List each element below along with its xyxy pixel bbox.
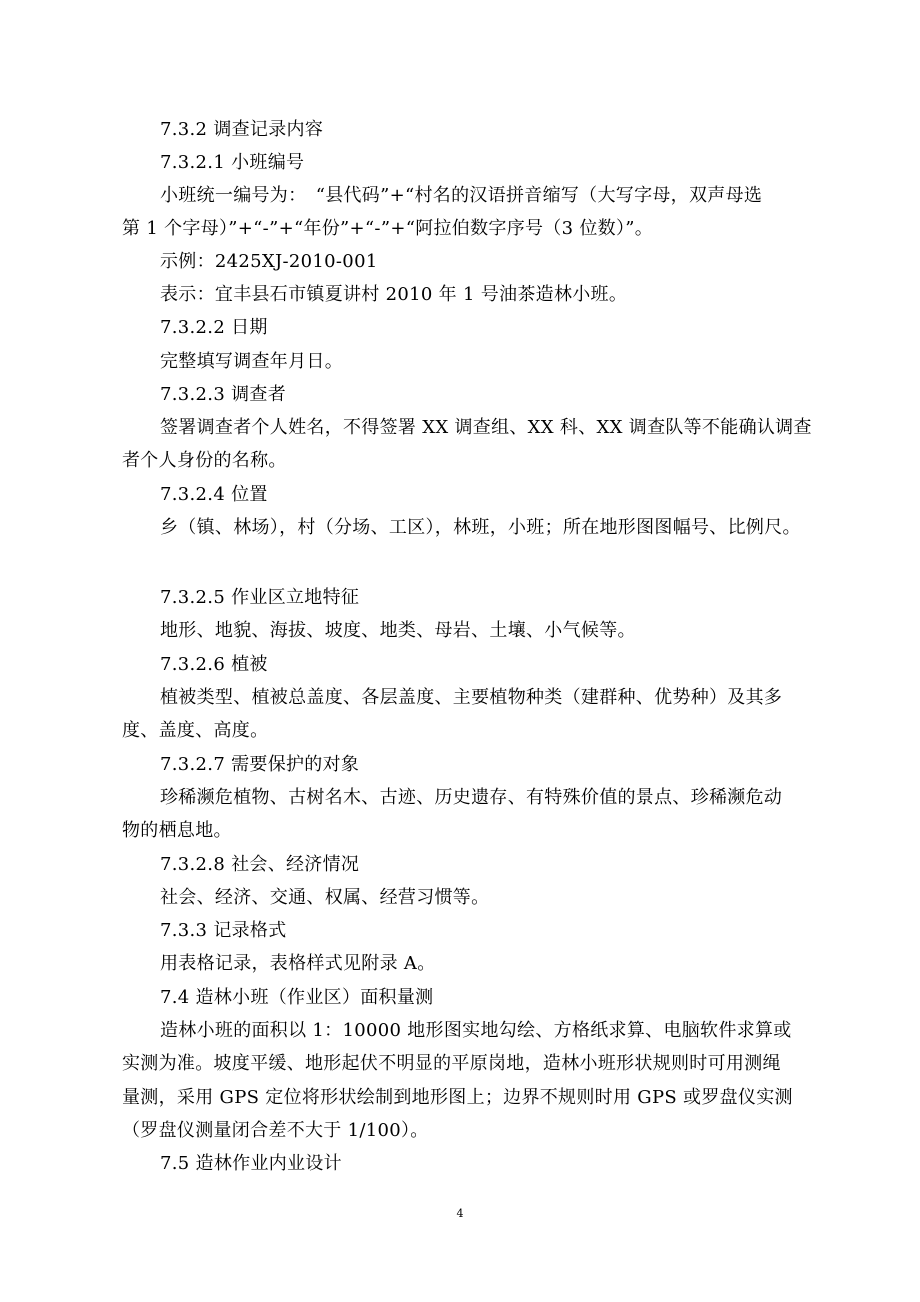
paragraph-line: 地形、地貌、海拔、坡度、地类、母岩、土壤、小气候等。 (160, 620, 636, 641)
heading-7-3-2-7: 7.3.2.7 需要保护的对象 (160, 754, 360, 775)
heading-7-3-2-3: 7.3.2.3 调查者 (160, 384, 286, 405)
paragraph-line: 物的栖息地。 (122, 820, 232, 841)
paragraph-line: 完整填写调查年月日。 (160, 351, 343, 372)
paragraph-line: 度、盖度、高度。 (122, 720, 269, 741)
paragraph-line: 造林小班的面积以 1：10000 地形图实地勾绘、方格纸求算、电脑软件求算或 (160, 1020, 792, 1041)
paragraph-line: 植被类型、植被总盖度、各层盖度、主要植物种类（建群种、优势种）及其多 (160, 687, 783, 708)
heading-7-4: 7.4 造林小班（作业区）面积量测 (160, 987, 434, 1008)
heading-7-3-3: 7.3.3 记录格式 (160, 920, 287, 941)
page-number: 4 (456, 1207, 464, 1220)
paragraph-line: 用表格记录，表格样式见附录 A。 (160, 953, 436, 974)
paragraph-line: 乡（镇、林场），村（分场、工区），林班，小班；所在地形图图幅号、比例尺。 (160, 517, 801, 538)
heading-7-5: 7.5 造林作业内业设计 (160, 1153, 342, 1174)
paragraph-line: 珍稀濒危植物、古树名木、古迹、历史遗存、有特殊价值的景点、珍稀濒危动 (160, 787, 783, 808)
heading-7-3-2-6: 7.3.2.6 植被 (160, 654, 268, 675)
paragraph-line: 第 1 个字母）”+“-”+“年份”+“-”+“阿拉伯数字序号（3 位数）”。 (122, 218, 654, 239)
paragraph-line: 社会、经济、交通、权属、经营习惯等。 (160, 887, 490, 908)
paragraph-line: 实测为准。坡度平缓、地形起伏不明显的平原岗地，造林小班形状规则时可用测绳 (122, 1053, 781, 1074)
paragraph-line: 表示：宜丰县石市镇夏讲村 2010 年 1 号油茶造林小班。 (160, 284, 628, 305)
paragraph-line: 小班统一编号为： “县代码”+“村名的汉语拼音缩写（大写字母，双声母选 (160, 185, 763, 206)
heading-7-3-2-5: 7.3.2.5 作业区立地特征 (160, 587, 360, 608)
heading-7-3-2: 7.3.2 调查记录内容 (160, 119, 324, 140)
paragraph-line: 者个人身份的名称。 (122, 450, 287, 471)
heading-7-3-2-1: 7.3.2.1 小班编号 (160, 152, 305, 173)
paragraph-line: （罗盘仪测量闭合差不大于 1/100）。 (122, 1120, 429, 1141)
heading-7-3-2-8: 7.3.2.8 社会、经济情况 (160, 854, 360, 875)
paragraph-line: 示例：2425XJ-2010-001 (160, 251, 378, 272)
paragraph-line: 签署调查者个人姓名，不得签署 XX 调查组、XX 科、XX 调查队等不能确认调查 (160, 417, 812, 438)
heading-7-3-2-4: 7.3.2.4 位置 (160, 484, 268, 505)
heading-7-3-2-2: 7.3.2.2 日期 (160, 317, 268, 338)
paragraph-line: 量测，采用 GPS 定位将形状绘制到地形图上；边界不规则时用 GPS 或罗盘仪实测 (122, 1087, 793, 1108)
